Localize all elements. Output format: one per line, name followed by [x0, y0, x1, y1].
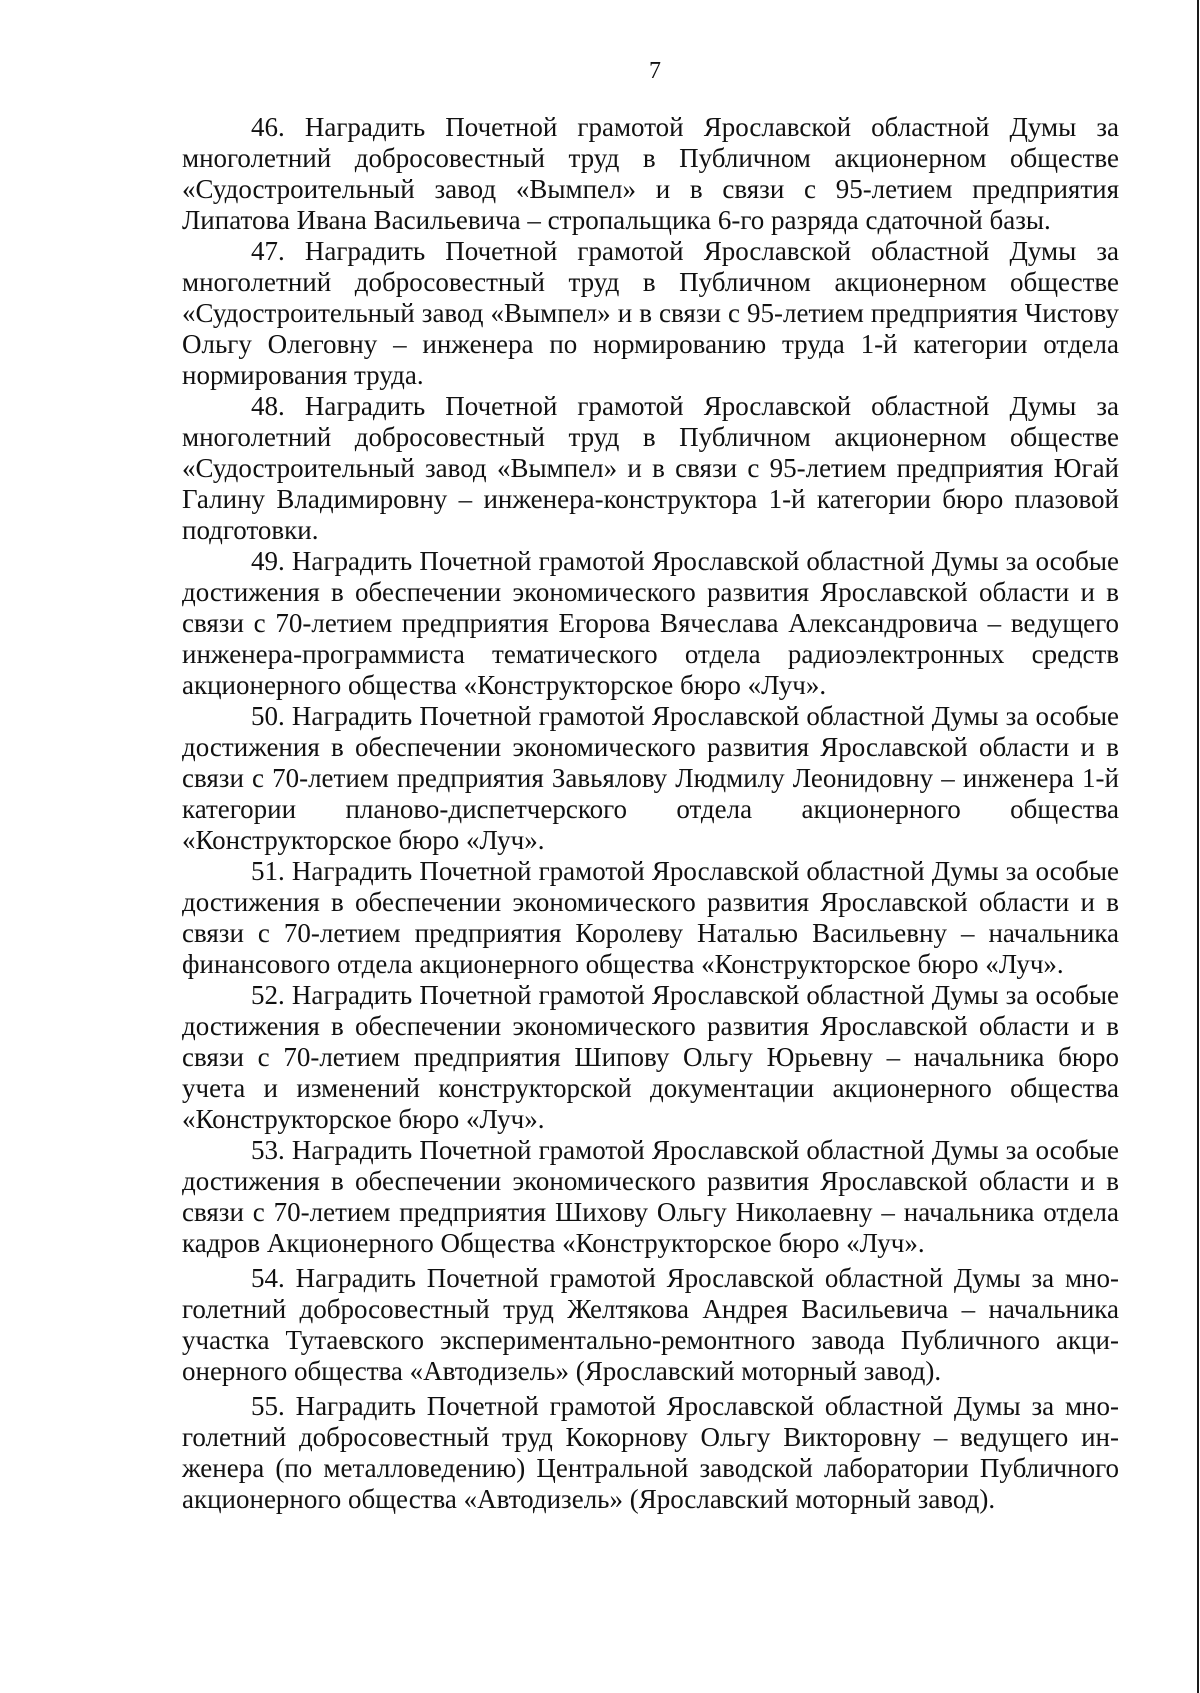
page-number: 7 [649, 58, 661, 84]
scan-edge [1197, 0, 1199, 1693]
paragraph-55: 55. Наградить Почетной грамотой Ярославской областной Думы за многолетний добросовестный труд Кокорнову Ольгу Викторовну – ведущего инженера (по металловедению) Центральной заводской лаборатории Публичного акционерного общества «Автодизель» (Ярославский моторный завод). [182, 1391, 1119, 1514]
paragraph-48: 48. Наградить Почетной грамотой Ярославской областной Думы за многолетний добросовестный труд в Публичном акционерном обществе «Судостроительный завод «Вымпел» и в связи с 95-летием предприятия Югай Галину Владимировну – инженера-конструктора 1-й категории бюро плазовой подготовки. [182, 391, 1119, 545]
paragraph-54: 54. Наградить Почетной грамотой Ярославской областной Думы за многолетний добросовестный труд Желтякова Андрея Васильевича – начальника участка Тутаевского экспериментально-ремонтного завода Публичного акционерного общества «Автодизель» (Ярославский моторный завод). [182, 1263, 1119, 1386]
paragraph-52: 52. Наградить Почетной грамотой Ярославской областной Думы за особые достижения в обеспечении экономического развития Ярославской области и в связи с 70-летием предприятия Шипову Ольгу Юрьевну – начальника бюро учета и изменений конструкторской документации акционерного общества «Конструкторское бюро «Луч». [182, 980, 1119, 1134]
paragraph-46: 46. Наградить Почетной грамотой Ярославской областной Думы за многолетний добросовестный труд в Публичном акционерном обществе «Судостроительный завод «Вымпел» и в связи с 95-летием предприятия Липатова Ивана Васильевича – стропальщика 6-го разряда сдаточной базы. [182, 112, 1119, 235]
decision-text [182, 112, 1119, 1515]
paragraph-47: 47. Наградить Почетной грамотой Ярославской областной Думы за многолетний добросовестный труд в Публичном акционерном обществе «Судостроительный завод «Вымпел» и в связи с 95-летием предприятия Чистову Ольгу Олеговну – инженера по нормированию труда 1-й категории отдела нормирования труда. [182, 236, 1119, 390]
paragraph-53: 53. Наградить Почетной грамотой Ярославской областной Думы за особые достижения в обеспечении экономического развития Ярославской области и в связи с 70-летием предприятия Шихову Ольгу Николаевну – начальника отдела кадров Акционерного Общества «Конструкторское бюро «Луч». [182, 1135, 1119, 1258]
paragraph-49: 49. Наградить Почетной грамотой Ярославской областной Думы за особые достижения в обеспечении экономического развития Ярославской области и в связи с 70-летием предприятия Егорова Вячеслава Александровича – ведущего инженера-программиста тематического отдела радиоэлектронных средств акционерного общества «Конструкторское бюро «Луч». [182, 546, 1119, 700]
paragraph-51: 51. Наградить Почетной грамотой Ярославской областной Думы за особые достижения в обеспечении экономического развития Ярославской области и в связи с 70-летием предприятия Королеву Наталью Васильевну – начальника финансового отдела акционерного общества «Конструкторское бюро «Луч». [182, 856, 1119, 979]
paragraph-50: 50. Наградить Почетной грамотой Ярославской областной Думы за особые достижения в обеспечении экономического развития Ярославской области и в связи с 70-летием предприятия Завьялову Людмилу Леонидовну – инженера 1-й категории планово-диспетчерского отдела акционерного общества «Конструкторское бюро «Луч». [182, 701, 1119, 855]
